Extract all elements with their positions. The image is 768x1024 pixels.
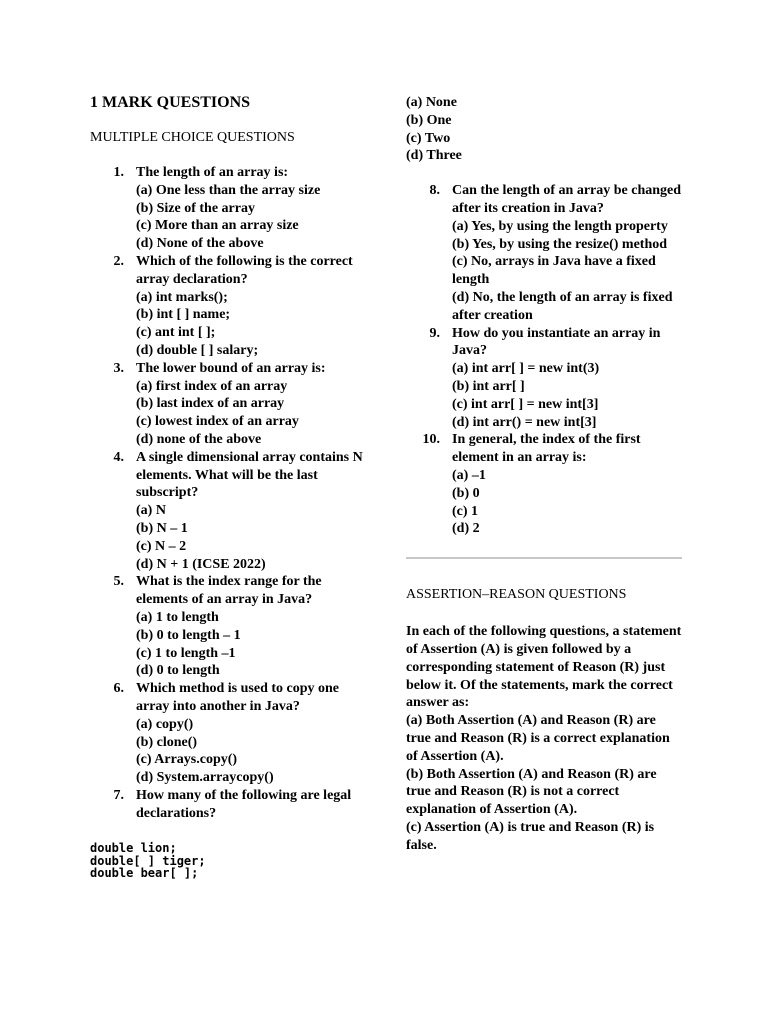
question-text: A single dimensional array contains N elements. What will be the last subscript?	[136, 449, 363, 501]
option: (d) double [ ] salary;	[136, 342, 259, 358]
option: (d) none of the above	[136, 431, 262, 447]
question-number: 1.	[113, 165, 124, 180]
option: (c) More than an array size	[136, 218, 299, 234]
option: (c) ant int [ ];	[136, 325, 216, 341]
question-number: 4.	[113, 449, 124, 465]
option: (a) Yes, by using the length property	[452, 218, 668, 234]
question-item	[406, 325, 682, 432]
option: (c) No, arrays in Java have a fixed length	[452, 254, 656, 288]
option: (a) N	[136, 503, 166, 519]
option: (a) 1 to length	[136, 609, 219, 625]
option: (d) Three	[406, 148, 462, 164]
question-number: 8.	[429, 183, 440, 199]
question-text: What is the index range for the elements of an array in Java?	[136, 574, 322, 608]
option: (c) N – 2	[136, 538, 187, 554]
option: (a) int marks();	[136, 289, 228, 305]
assertion-option: (b) Both Assertion (A) and Reason (R) are true and Reason (R) is not a correct explanation of Assertion (A).	[406, 766, 657, 818]
option: (d) None of the above	[136, 236, 264, 252]
option: (a) One less than the array size	[136, 182, 321, 198]
option: (d) No, the length of an array is fixed after creation	[452, 289, 673, 323]
option: (c) 1	[452, 503, 479, 519]
option: (a) int arr[ ] = new int(3)	[452, 361, 600, 377]
question-text: Which method is used to copy one array into another in Java?	[136, 681, 340, 714]
option: (d) N + 1 (ICSE 2022)	[136, 556, 266, 572]
divider	[406, 557, 682, 559]
question-item	[90, 253, 366, 360]
question-number: 2.	[113, 253, 124, 269]
option: (a) None	[406, 95, 457, 110]
option: (b) Size of the array	[136, 200, 255, 216]
section-title: 1 MARK QUESTIONS	[90, 94, 251, 111]
option: (d) 0 to length	[136, 663, 220, 679]
option: (b) int [ ] name;	[136, 307, 231, 323]
question-text: Which of the following is the correct array declaration?	[136, 253, 353, 287]
option: (d) 2	[452, 521, 480, 537]
question-7-options	[406, 94, 682, 165]
code-line: double lion;	[90, 841, 177, 856]
option: (c) Two	[406, 130, 451, 146]
code-block	[90, 842, 366, 880]
question-text: The lower bound of an array is:	[136, 360, 326, 376]
right-column	[406, 94, 682, 854]
question-item	[90, 449, 366, 574]
code-line: double[ ] tiger;	[90, 853, 206, 868]
option: (c) int arr[ ] = new int[3]	[452, 396, 599, 412]
question-text: Can the length of an array be changed after its creation in Java?	[452, 183, 682, 216]
question-list-left	[90, 164, 366, 822]
assertion-reason-intro: In each of the following questions, a statement of Assertion (A) is given followed by a corresponding statement of Reason (R) just below it. Of the statements, mark the correct answer as:	[406, 624, 682, 711]
option: (b) 0	[452, 485, 480, 501]
question-text: The length of an array is:	[136, 165, 289, 180]
option: (b) 0 to length – 1	[136, 627, 241, 643]
question-number: 9.	[429, 325, 440, 341]
option: (a) copy()	[136, 716, 194, 732]
question-item	[90, 164, 366, 253]
question-list-right	[406, 182, 682, 538]
assertion-option: (c) Assertion (A) is true and Reason (R) is false.	[406, 819, 655, 853]
option: (b) N – 1	[136, 520, 188, 536]
option: (b) One	[406, 112, 452, 128]
option: (d) int arr() = new int[3]	[452, 414, 597, 430]
option: (b) int arr[ ]	[452, 378, 525, 394]
option: (c) lowest index of an array	[136, 414, 299, 430]
option: (b) Yes, by using the resize() method	[452, 236, 668, 252]
mcq-heading: MULTIPLE CHOICE QUESTIONS	[90, 130, 295, 145]
question-number: 5.	[113, 574, 124, 590]
left-column	[90, 94, 366, 880]
option: (b) last index of an array	[136, 396, 285, 412]
question-text: How many of the following are legal declarations?	[136, 787, 352, 821]
assertion-reason-heading: ASSERTION–REASON QUESTIONS	[406, 587, 627, 603]
option: (a) first index of an array	[136, 378, 288, 394]
code-line: double bear[ ];	[90, 866, 199, 881]
option: (c) Arrays.copy()	[136, 752, 238, 768]
question-item	[90, 573, 366, 680]
question-number: 10.	[422, 432, 440, 448]
option: (d) System.arraycopy()	[136, 770, 274, 786]
option: (c) 1 to length –1	[136, 645, 236, 661]
option: (a) –1	[452, 467, 486, 483]
question-number: 3.	[113, 360, 124, 376]
question-item	[406, 182, 682, 324]
question-number: 7.	[113, 787, 124, 803]
question-item	[90, 787, 366, 823]
question-text: In general, the index of the first element in an array is:	[452, 432, 641, 466]
question-number: 6.	[113, 681, 124, 697]
assertion-option: (a) Both Assertion (A) and Reason (R) are true and Reason (R) is a correct explanation of Assertion (A).	[406, 713, 670, 764]
question-item	[406, 431, 682, 538]
question-item	[90, 360, 366, 449]
option: (b) clone()	[136, 734, 198, 750]
question-text: How do you instantiate an array in Java?	[452, 325, 661, 359]
question-item	[90, 680, 366, 787]
